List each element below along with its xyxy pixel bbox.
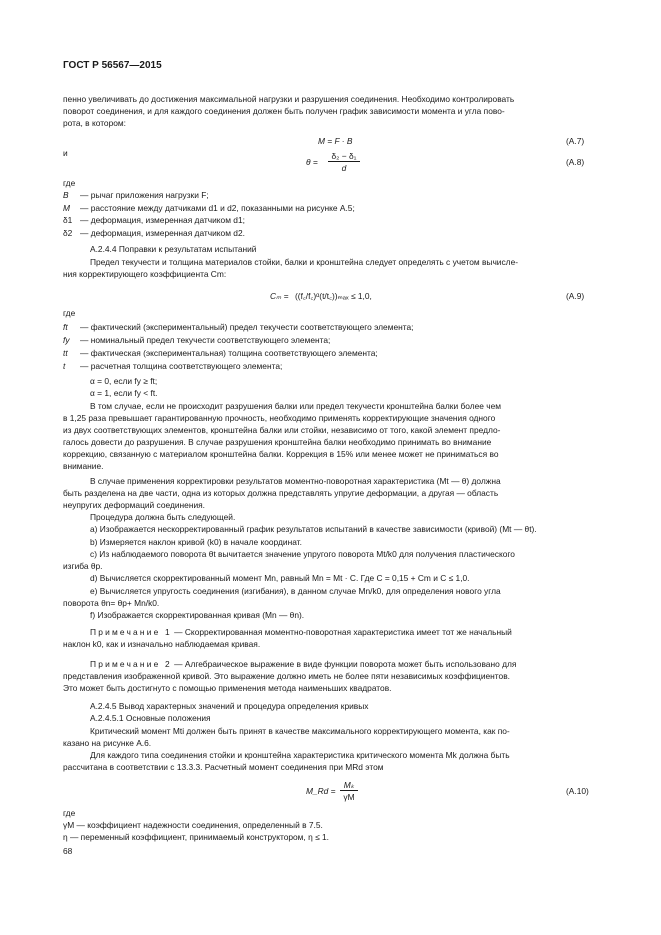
case-line-3: из двух соответствующих элементов, кронштейна балки или стойки, независимо от того, какой элемент предло-	[63, 425, 501, 435]
crit-line-1: Критический момент Mti должен быть принят в качестве максимального корректирующего момента, как по-	[90, 726, 510, 736]
equation-a10-denominator: γM	[340, 790, 358, 802]
legend1-sym-2: δ1	[63, 215, 73, 225]
intro-line-2: поворот соединения, и для каждого соединения должен быть получен график зависимости момента и угла пово-	[63, 106, 505, 116]
note2-label: Примечание 2	[90, 659, 172, 669]
type-line-1: Для каждого типа соединения стойки и кронштейна характеристика критического момента Mk должна быть	[90, 750, 510, 760]
case-line-6: внимание.	[63, 461, 104, 471]
equation-a10-fraction	[340, 780, 358, 802]
procedure-step-b: b) Измеряется наклон кривой (k0) в начале координат.	[90, 537, 302, 547]
legend1-desc-0: — рычаг приложения нагрузки F;	[80, 190, 209, 200]
procedure-step-c-line-1: c) Из наблюдаемого поворота θt вычитается значение упругого поворота Mt/k0 для получения пластического	[90, 549, 515, 559]
note2-line-3: Это может быть достигнуто с помощью применения метода наименьших квадратов.	[63, 683, 392, 693]
note2-line-2: представления изображенной кривой. Это выражение должно иметь не более пяти независимых коэффициентов.	[63, 671, 510, 681]
equation-a8-lhs: θ =	[306, 157, 318, 167]
where-label-2: где	[63, 308, 76, 318]
legend1-sym-0: B	[63, 190, 69, 200]
note1-label: Примечание 1	[90, 627, 172, 637]
p244-line-2: ния корректирующего коэффициента Cm:	[63, 269, 227, 279]
procedure-step-c-line-2: изгиба θp.	[63, 561, 103, 571]
legend1-sym-1: M	[63, 203, 70, 213]
intro-line-1: пенно увеличивать до достижения максимальной нагрузки и разрушения соединения. Необходимо контролировать	[63, 94, 515, 104]
intro-line-3: рота, в котором:	[63, 118, 126, 128]
procedure-step-e-line-2: поворота θn= θp+ Mn/k0.	[63, 598, 160, 608]
section-a2451-heading: А.2.4.5.1 Основные положения	[90, 713, 211, 723]
case-line-1: В том случае, если не происходит разрушения балки или предел текучести кронштейна балки более чем	[90, 401, 502, 411]
type-line-2: рассчитана в соответствии с 13.3.3. Расчетный момент соединения при MRd этом	[63, 762, 384, 772]
equation-a9-lhs: Cₘ =	[270, 291, 289, 301]
section-a245-heading: А.2.4.5 Вывод характерных значений и процедура определения кривых	[90, 701, 369, 711]
case-line-4: галось довести до разрушения. В случае разрушения кронштейна балки необходимо принимать во внимание	[63, 437, 492, 447]
equation-a7: M = F · B	[318, 136, 353, 146]
equation-a8-denominator: d	[328, 161, 360, 173]
legend1-desc-2: — деформация, измеренная датчиком d1;	[80, 215, 245, 225]
legend2-sym-1: fy	[63, 335, 70, 345]
equation-a10-numerator: Mₖ	[343, 780, 355, 790]
section-a244-heading: А.2.4.4 Поправки к результатам испытаний	[90, 244, 257, 254]
equation-a9-body: ((f꜀/f꜀)ᵅ(t/t꜀))ₘₐₓ ≤ 1,0,	[295, 291, 372, 301]
legend2-desc-1: — номинальный предел текучести соответствующего элемента;	[80, 335, 331, 345]
legend2-desc-3: — расчетная толщина соответствующего элемента;	[80, 361, 283, 371]
legend1-desc-3: — деформация, измеренная датчиком d2.	[80, 228, 245, 238]
alpha-one: α = 1, если fy < ft.	[90, 388, 158, 398]
page-number: 68	[63, 846, 73, 856]
apply-line-2: быть разделена на две части, одна из которых должна представлять упругие деформации, а другая — область	[63, 488, 499, 498]
and-word: и	[63, 148, 68, 158]
procedure-step-a: а) Изображается нескорректированный график результатов испытаний в качестве зависимости (кривой) (Mt — θt).	[90, 524, 537, 534]
case-line-5: коррекцию, связанную с материалом кронштейна балки. Коррекция в 15% или менее может не приниматься во	[63, 449, 499, 459]
document-header: ГОСТ Р 56567—2015	[63, 60, 162, 71]
procedure-step-e-line-1: e) Вычисляется упругость соединения (изгибания), в данном случае Mn/k0, для определения нового угла	[90, 586, 501, 596]
legend3-line-1: η — переменный коэффициент, принимаемый конструктором, η ≤ 1.	[63, 832, 329, 842]
crit-line-2: казано на рисунке А.6.	[63, 738, 152, 748]
case-line-2: в 1,25 раза превышает гарантированную прочность, необходимо применять корректирующие значения одного	[63, 413, 496, 423]
alpha-zero: α = 0, если fy ≥ ft;	[90, 376, 158, 386]
legend3-line-0: γM — коэффициент надежности соединения, определенный в 7.5.	[63, 820, 323, 830]
legend2-sym-0: ft	[63, 322, 68, 332]
note1-line-1	[90, 627, 512, 638]
note2-line-1	[90, 659, 516, 670]
legend1-sym-3: δ2	[63, 228, 73, 238]
apply-line-3: неупругих деформаций соединения.	[63, 500, 205, 510]
equation-a10-lhs: M_Rd =	[306, 786, 336, 796]
legend2-desc-0: — фактический (экспериментальный) предел текучести соответствующего элемента;	[80, 322, 414, 332]
p244-line-1: Предел текучести и толщина материалов стойки, балки и кронштейна следует определять с учетом вычисле-	[90, 257, 519, 267]
note1-text: — Скорректированная моментно-поворотная характеристика имеет тот же начальный	[171, 627, 512, 637]
legend2-sym-3: t	[63, 361, 66, 371]
apply-line-1: В случае применения корректировки результатов моментно-поворотная характеристика (Mt — θ) должна	[90, 476, 501, 486]
procedure-step-d: d) Вычисляется скорректированный момент Mn, равный Mn = Mt · C. Где C = 0,15 + Cm и C ≤ 1,0.	[90, 573, 470, 583]
equation-a10-number: (А.10)	[566, 786, 589, 796]
equation-a9-number: (А.9)	[566, 291, 585, 301]
legend2-sym-2: tt	[63, 348, 68, 358]
where-label-1: где	[63, 178, 76, 188]
equation-a8-number: (А.8)	[566, 157, 585, 167]
equation-a7-number: (А.7)	[566, 136, 585, 146]
note2-text: — Алгебраическое выражение в виде функции поворота может быть использовано для	[171, 659, 517, 669]
procedure-step-f: f) Изображается скорректированная кривая (Mn — θn).	[90, 610, 305, 620]
note1-line-2: наклон k0, как и изначально наблюдаемая кривая.	[63, 639, 261, 649]
legend1-desc-1: — расстояние между датчиками d1 и d2, показанными на рисунке А.5;	[80, 203, 355, 213]
equation-a8-numerator: δ₂ − δ₁	[331, 151, 357, 161]
procedure-title: Процедура должна быть следующей.	[90, 512, 236, 522]
equation-a8-fraction	[328, 151, 360, 173]
legend2-desc-2: — фактическая (экспериментальная) толщина соответствующего элемента;	[80, 348, 378, 358]
where-label-3: где	[63, 808, 76, 818]
